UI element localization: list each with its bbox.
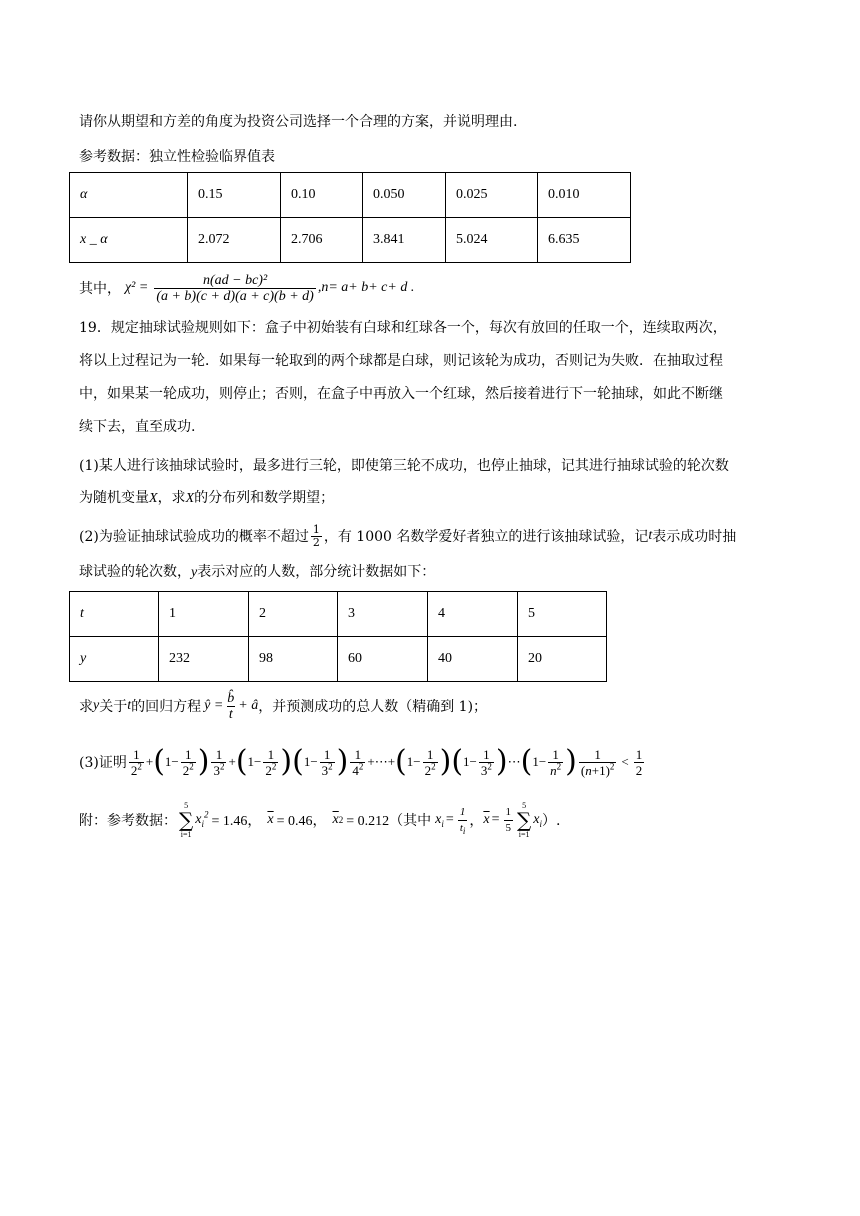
value-3: = 0.212（其中	[346, 814, 432, 829]
table-cell: 6.635	[538, 218, 631, 263]
critical-value-table	[69, 172, 631, 263]
table-cell: 1	[159, 592, 249, 637]
table-row	[70, 173, 631, 218]
table-cell: 5	[518, 592, 607, 637]
table-cell: t	[70, 592, 159, 637]
formula-numerator: n(ad − bc)²	[202, 272, 268, 288]
table-cell: 2.706	[281, 218, 363, 263]
text: 的回归方程	[131, 699, 202, 715]
half-fraction	[311, 524, 322, 549]
table-cell: 0.025	[446, 173, 538, 218]
subq1-line	[79, 488, 334, 509]
q19-line: 续下去，直至成功.	[79, 419, 196, 435]
text: ，并预测成功的总人数（精确到 1)；	[258, 699, 488, 715]
chi-square-formula	[79, 268, 414, 308]
sum-symbol: 5 ∑ i=1	[179, 801, 194, 839]
text: ，有 1000 名数学爱好者独立的进行该抽球试验，记	[323, 529, 649, 545]
formula-lhs: χ² =	[125, 280, 149, 295]
regression-line	[79, 686, 487, 726]
regression-lhs: ŷ =	[204, 698, 224, 713]
var-y: y	[191, 565, 198, 580]
equals: =	[445, 812, 454, 827]
table-cell: 20	[518, 637, 607, 682]
var-x: X	[149, 491, 158, 506]
table-cell: 5.024	[446, 218, 538, 263]
table-cell: 4	[428, 592, 518, 637]
text: 为随机变量	[79, 490, 149, 506]
closing: ）.	[542, 813, 561, 829]
table-cell: 2.072	[188, 218, 281, 263]
var-y: y	[93, 698, 100, 713]
sum-bottom: i=1	[180, 830, 192, 839]
regression-fraction	[225, 691, 236, 722]
table-cell: x _ α	[70, 218, 188, 263]
formula-suffix: ,n= a+ b+ c+ d .	[317, 280, 415, 295]
table-cell: 2	[249, 592, 338, 637]
denominator: 2	[312, 535, 320, 549]
table-cell: 0.15	[188, 173, 281, 218]
table-cell: 3.841	[363, 218, 446, 263]
b-hat: b̂	[227, 690, 235, 706]
text: (2)为验证抽球试验成功的概率不超过	[79, 529, 309, 545]
table-cell: 0.10	[281, 173, 363, 218]
text: 关于	[99, 699, 128, 715]
table-cell: 232	[159, 637, 249, 682]
text: 球试验的轮次数，	[79, 564, 191, 580]
q19-line: 中，如果某一轮成功，则停止；否则，在盒子中再放入一个红球，然后接着进行下一轮抽球，如此不断继	[79, 386, 723, 402]
table-row	[70, 218, 631, 263]
q19-line: 将以上过程记为一轮．如果每一轮取到的两个球都是白球，则记该轮为成功，否则记为失败．在抽取过程	[79, 353, 723, 369]
text: 表示成功时抽	[652, 529, 737, 545]
table-cell: 0.010	[538, 173, 631, 218]
formula-denominator: (a + b)(c + d)(a + c)(b + d)	[156, 288, 314, 304]
text: 求	[79, 699, 93, 715]
text: 的分布列和数学期望；	[194, 490, 335, 506]
intro-line: 请你从期望和方差的角度为投资公司选择一个合理的方案，并说明理由.	[79, 114, 518, 130]
table-cell: 3	[338, 592, 428, 637]
table-row	[70, 592, 607, 637]
proof-inequality: (3)证明 $\frac{1}{2^2}$ + ( 1− $\frac{1}{2^2}$ ) $\frac{1}{3^2}$ + ( 1− $\frac{1}{2^2}$ ) ( 1− $\frac{1}{3^2}$ ) $\frac{1}{4^2}$ +⋯+ ( 1− $\frac{1}{2^2}$ ) ( 1− $\frac{1}{3^2}$ ) ⋯ ( 1− $\frac{1}{n^2}$ ) $\frac{1}{(n+1)^2}$ < $\frac{1}{2}$	[79, 744, 643, 779]
table-cell: 0.050	[363, 173, 446, 218]
appendix-label: 附：参考数据：	[79, 813, 177, 829]
table-row	[70, 637, 607, 682]
var-x: X	[185, 491, 195, 506]
table-cell: 40	[428, 637, 518, 682]
value-2: = 0.46，	[276, 814, 327, 829]
a-hat: + â	[238, 698, 259, 713]
subq1-line: (1)某人进行该抽球试验时，最多进行三轮，即使第三轮不成功，也停止抽球，记其进行抽球试验的轮次数	[79, 458, 729, 474]
text: 表示对应的人数，部分统计数据如下：	[197, 564, 436, 580]
sum-top: 5	[184, 801, 189, 810]
reference-title: 参考数据：独立性检验临界值表	[79, 149, 275, 165]
table-cell: α	[70, 173, 188, 218]
var-t: t	[127, 698, 132, 713]
formula-prefix: 其中，	[79, 281, 121, 297]
table-cell: y	[70, 637, 159, 682]
appendix-line: 附：参考数据： 5 ∑ i=1 $x_i^2$ = 1.46， $\overline{x}$ = 0.46， $\overline{x}$ 2 = 0.212（其中 $x_i$ = $\frac{1}{t_i}$ ， $\overline{x}$ = $\frac{1}{5}$ 5 ∑ i=1 $x_i$ ）.	[79, 801, 561, 839]
t-denominator: t	[228, 706, 233, 722]
table-cell: 98	[249, 637, 338, 682]
subq2-line	[79, 520, 736, 552]
formula-fraction	[154, 273, 316, 304]
subq2-line	[79, 562, 435, 583]
comma: ，	[469, 813, 484, 829]
text: ，求	[157, 490, 186, 506]
var-t: t	[648, 528, 653, 543]
table-cell: 60	[338, 637, 428, 682]
less-than: <	[621, 754, 629, 769]
proof-label: (3)证明	[79, 755, 127, 771]
numerator: 1	[312, 522, 320, 536]
statistics-table	[69, 591, 607, 682]
q19-line: 19．规定抽球试验规则如下：盒子中初始装有白球和红球各一个，每次有放回的任取一个，连续取两次，	[79, 320, 727, 336]
value-1: = 1.46，	[211, 814, 262, 829]
